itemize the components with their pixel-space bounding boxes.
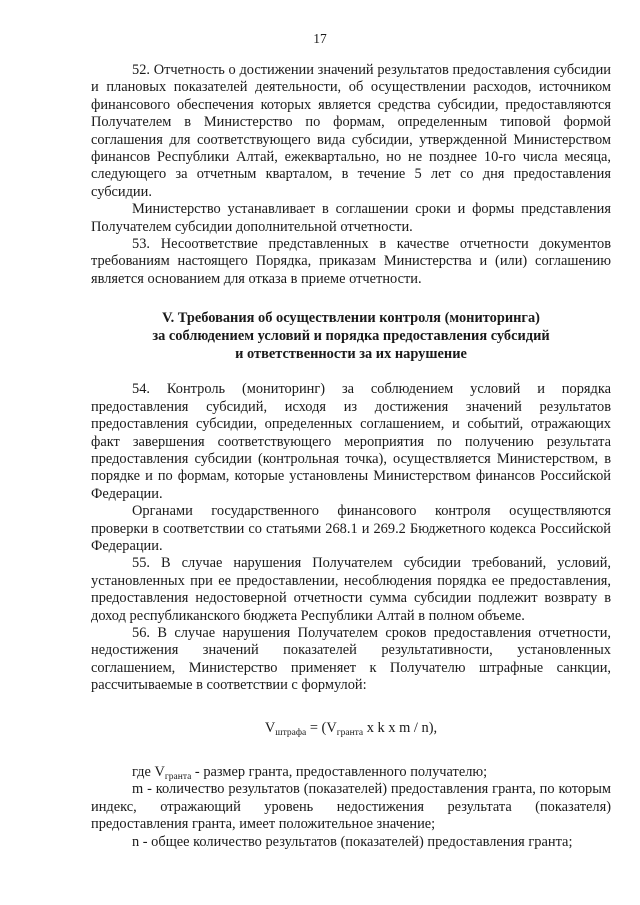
definition-prefix: где V — [132, 764, 165, 780]
formula-mid: = (V — [306, 719, 337, 736]
formula-tail: x k x m / n), — [363, 719, 438, 736]
paragraph-financial-control: Органами государственного финансового контроля осуществляются проверки в соответствии со статьями 268.1 и 269.2 Бюджетного кодекса Российской Федерации. — [91, 503, 611, 554]
paragraph-53: 53. Несоответствие представленных в качестве отчетности документов требованиям настоящего Порядка, приказам Министерства и (или) соглашению является основанием для отказа в приеме отчетности. — [91, 236, 611, 287]
paragraph-55: 55. В случае нарушения Получателем субсидии требований, условий, установленных при ее предоставлении, несоблюдения порядка ее предоставления, предоставления недостоверной отчетности сумма субсидии подлежит возврату в доход республиканского бюджета Республики Алтай в полном объеме. — [91, 555, 611, 624]
formula-v: V — [264, 719, 276, 736]
paragraph-56: 56. В случае нарушения Получателем сроков предоставления отчетности, недостижения значений показателей результативности, установленных соглашением, Министерство применяет к Получателю штрафные санкции, рассчитываемые в соответствии с формулой: — [91, 624, 611, 694]
definition-n: n - общее количество результатов (показателей) предоставления гранта; — [132, 833, 573, 850]
paragraph-54: 54. Контроль (мониторинг) за соблюдением условий и порядка предоставления субсидий, исходя из достижения значений результатов предоставления субсидии, определенных соглашением, и событий, отражающих факт завершения соответствующего мероприятия по получению результата предоставления субсидии (контрольная точка), осуществляется Министерством, в порядке и по формам, которые установлены Министерством финансов Российской Федерации. — [91, 381, 611, 502]
section-heading-line: за соблюдением условий и порядка предоставления субсидий — [152, 328, 550, 345]
section-heading-line: V. Требования об осуществлении контроля (мониторинга) — [162, 310, 540, 327]
paragraph-52: 52. Отчетность о достижении значений результатов предоставления субсидии и плановых показателей деятельности, об осуществлении расходов, источником финансового обеспечения которых является средства субсидии, предоставляются Получателем в Министерство по формам, определенным типовой формой соглашения для соответствующего вида субсидии, утвержденной Министерством финансов Республики Алтай, ежеквартально, но не позднее 10-го числа месяца, следующего за отчетным кварталом, в течение 5 лет со дня предоставления субсидии. — [91, 62, 611, 200]
page-number: 17 — [313, 31, 327, 46]
definition-sub-grant: гранта — [164, 772, 192, 782]
formula-sub-grant: гранта — [336, 727, 364, 738]
section-heading-line: и ответственности за их нарушение — [235, 346, 467, 363]
document-body — [91, 62, 611, 851]
section-heading — [91, 309, 611, 363]
paragraph-additional-reporting: Министерство устанавливает в соглашении сроки и формы представления Получателем субсидии дополнительной отчетности. — [91, 201, 611, 235]
penalty-formula — [91, 720, 611, 737]
definition-v-grant — [91, 764, 611, 781]
definition-text: - размер гранта, предоставленного получателю; — [191, 764, 488, 780]
formula-sub-penalty: штрафа — [275, 727, 307, 738]
definition-m: m - количество результатов (показателей) предоставления гранта, по которым индекс, отражающий уровень недостижения результата (показателя) предоставления гранта, имеет положительное значение; — [91, 781, 611, 833]
